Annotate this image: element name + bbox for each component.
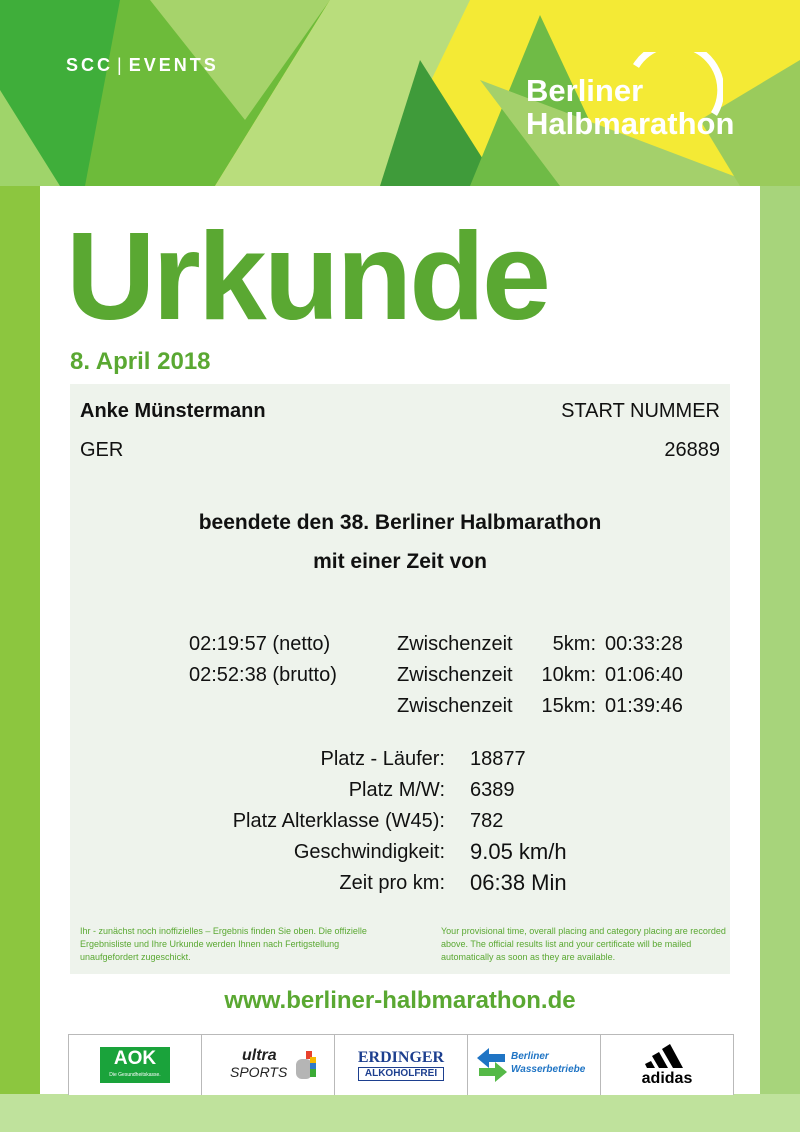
stat-label: Platz Alterklasse (W45):: [232, 810, 445, 832]
event-logo: [526, 74, 734, 140]
split-time: 01:39:46: [605, 695, 683, 717]
event-logo-line2: Halbmarathon: [526, 106, 735, 141]
sponsor-berliner-wasserbetriebe: [468, 1035, 601, 1095]
split-distance: 10km:: [541, 664, 596, 686]
finish-statement-line2: mit einer Zeit von: [313, 550, 487, 573]
note-german: Ihr - zunächst noch inoffizielles – Ergebnis finden Sie oben. Die offizielle Ergebnisliste und Ihre Urkunde werden Ihnen nach Fertigstellung unaufgefordert zugeschickt.: [80, 926, 367, 962]
sponsor-adidas: [601, 1035, 733, 1095]
erdinger-logo: [358, 1049, 444, 1081]
stat-value: 6389: [470, 779, 515, 801]
gross-time: 02:52:38 (brutto): [189, 664, 337, 686]
runner-name: Anke Münstermann: [80, 400, 266, 422]
split-time: 00:33:28: [605, 633, 683, 655]
sports-logo-text: SPORTS: [230, 1064, 288, 1080]
sponsor-erdinger: [335, 1035, 468, 1095]
adidas-logo: [642, 1044, 693, 1087]
aok-logo-text: AOK: [113, 1048, 157, 1069]
thumbs-up-icon: [292, 1049, 318, 1083]
erdinger-logo-text: ERDINGER: [357, 1049, 445, 1066]
bwb-line1: Berliner: [511, 1051, 549, 1062]
event-date: 8. April 2018: [70, 348, 211, 375]
net-time: 02:19:57 (netto): [189, 633, 331, 655]
split-label: Zwischenzeit: [397, 633, 513, 655]
sponsor-ultra-sports: [202, 1035, 335, 1095]
adidas-stripes-icon: [645, 1044, 689, 1068]
ultra-sports-logo: [218, 1045, 318, 1085]
bwb-line2: Wasserbetriebe: [511, 1064, 586, 1075]
start-number-label: START NUMMER: [561, 400, 720, 422]
stat-label: Geschwindigkeit:: [293, 841, 445, 863]
event-logo-line1: Berliner: [526, 73, 644, 108]
sponsor-bar: [68, 1034, 734, 1095]
scc-logo-text: SCC: [66, 55, 114, 75]
aok-tagline: Die Gesundheitskasse.: [109, 1072, 161, 1078]
finish-statement-line1: beendete den 38. Berliner Halbmarathon: [198, 511, 602, 534]
adidas-logo-text: adidas: [641, 1069, 693, 1087]
stat-value: 9.05 km/h: [470, 839, 567, 864]
split-distance: 15km:: [541, 695, 596, 717]
stat-label: Zeit pro km:: [339, 872, 445, 894]
alkoholfrei-logo-text: ALKOHOLFREI: [358, 1067, 444, 1081]
stat-value: 782: [470, 810, 504, 832]
runner-country: GER: [80, 439, 124, 461]
split-time: 01:06:40: [605, 664, 683, 686]
events-logo-text: EVENTS: [128, 55, 219, 75]
scc-events-logo: SCC | EVENTS: [66, 55, 219, 75]
ultra-logo-text: ultra: [242, 1047, 277, 1064]
arrows-icon: [475, 1046, 509, 1084]
split-label: Zwischenzeit: [397, 695, 513, 717]
bwb-logo: [475, 1046, 593, 1084]
stat-value: 18877: [470, 748, 526, 770]
stat-label: Platz M/W:: [348, 779, 445, 801]
stat-value: 06:38 Min: [470, 870, 567, 895]
split-distance: 5km:: [552, 633, 596, 655]
certificate-title: Urkunde: [66, 208, 548, 346]
sponsor-aok: [69, 1035, 202, 1095]
note-english: Your provisional time, overall placing and category placing are recorded above. The official results list and your certificate will be mailed automatically as soon as they are available.: [441, 926, 726, 962]
aok-logo: [100, 1047, 170, 1083]
start-number: 26889: [664, 439, 720, 461]
website-url: www.berliner-halbmarathon.de: [224, 987, 576, 1014]
stat-label: Platz - Läufer:: [320, 748, 445, 770]
split-label: Zwischenzeit: [397, 664, 513, 686]
